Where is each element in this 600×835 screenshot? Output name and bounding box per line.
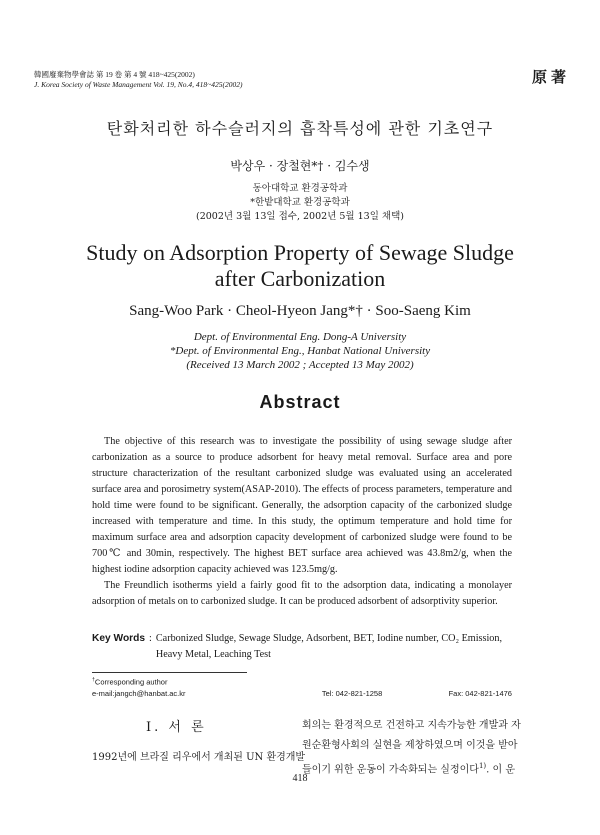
abstract-body <box>92 434 512 610</box>
footnote <box>92 675 512 699</box>
korean-affiliations <box>0 182 600 224</box>
keywords-separator: : <box>149 633 152 644</box>
keywords-block <box>92 631 512 663</box>
korean-affiliation-1: 동아대학교 환경공학과 <box>252 183 348 194</box>
abstract-paragraph-1: The objective of this research was to investigate the possibility of using sewage sludge after carbonization as a source to produce adsorbent for heavy metal removal. Surface area and pore structure characterization of the resultant carbonized sludge was evaluated using an accelerated surface area and porosimetry system(ASAP-2010). The effects of process parameters, temperature and hold time were found to be significant. Generally, the adsorption capacity of the carbonized sludge increased with temperature and time. In this study, the optimum temperature and hold time for maximum surface area and adsorption capacity development of carbonized sludge were found to be 700℃ and 30min, respectively. The highest BET surface area achieved was 43.8m2/g, when the highest iodine adsorption capacity achieved was 123.5mg/g. <box>92 436 512 575</box>
english-title-line-2: after Carbonization <box>214 266 386 291</box>
english-affiliation-1: Dept. of Environmental Eng. Dong-A University <box>193 331 407 343</box>
body-left-column: 1992년에 브라질 리우에서 개최된 UN 환경개발 <box>92 752 306 763</box>
keywords-line-2: Heavy Metal, Leaching Test <box>155 649 271 660</box>
korean-title: 탄화처리한 하수슬러지의 흡착특성에 관한 기초연구 <box>106 119 494 138</box>
journal-header <box>34 70 242 90</box>
journal-citation-english: J. Korea Society of Waste Management Vol. 19, No.4, 418~425(2002) <box>34 80 243 89</box>
body-right-line-3: 들이기 위한 운동이 가속화되는 실정이다$^{1)}$. 이 운 <box>302 762 515 776</box>
english-title <box>0 240 600 292</box>
article-type-badge: 原著 <box>531 68 570 86</box>
corresponding-tel: Tel: 042-821-1258 <box>321 688 383 698</box>
english-title-line-1: Study on Adsorption Property of Sewage Sludge <box>86 240 514 265</box>
corresponding-email: e-mail:jangch@hanbat.ac.kr <box>92 688 186 698</box>
page-number: 418 <box>292 773 308 784</box>
keywords-line-1: Carbonized Sludge, Sewage Sludge, Adsorbent, BET, Iodine number, CO₂ Emission, <box>155 633 503 644</box>
korean-dates: (2002년 3월 13일 접수, 2002년 5월 13일 채택) <box>196 211 404 222</box>
abstract-paragraph-2: The Freundlich isotherms yield a fairly good fit to the adsorption data, indicating a monolayer adsorption of metals on to carbonized sludge. It can be produced adsorbent of adsorptivity superior. <box>92 580 512 607</box>
english-dates: (Received 13 March 2002 ; Accepted 13 May 2002) <box>186 359 414 371</box>
english-affiliations <box>0 330 600 372</box>
body-right-line-2: 원순환형사회의 실현을 제창하였으며 이것을 받아 <box>302 740 518 751</box>
korean-affiliation-2: *한밭대학교 환경공학과 <box>250 197 350 208</box>
korean-authors: 박상우 · 장철현*† · 김수생 <box>230 159 370 173</box>
corresponding-author-label: Corresponding author <box>94 677 168 687</box>
body-right-column <box>302 716 522 780</box>
citation-ref: 1) <box>478 762 487 770</box>
footnote-divider <box>92 672 247 673</box>
journal-citation-korean: 韓國廢棄物學會誌 第 19 卷 第 4 號 418~425(2002) <box>34 70 195 79</box>
body-right-line-1: 회의는 환경적으로 건전하고 지속가능한 개발과 자 <box>302 720 521 731</box>
abstract-heading: Abstract <box>259 392 341 412</box>
section-heading-introduction: Ⅰ. 서 론 <box>146 720 207 735</box>
corresponding-fax: Fax: 042-821-1476 <box>448 688 512 698</box>
english-affiliation-2: *Dept. of Environmental Eng., Hanbat National University <box>169 345 431 357</box>
dagger-mark: † <box>92 677 95 683</box>
keywords-label: Key Words <box>92 633 146 644</box>
english-authors: Sang-Woo Park · Cheol-Hyeon Jang*† · Soo-Saeng Kim <box>129 303 471 319</box>
